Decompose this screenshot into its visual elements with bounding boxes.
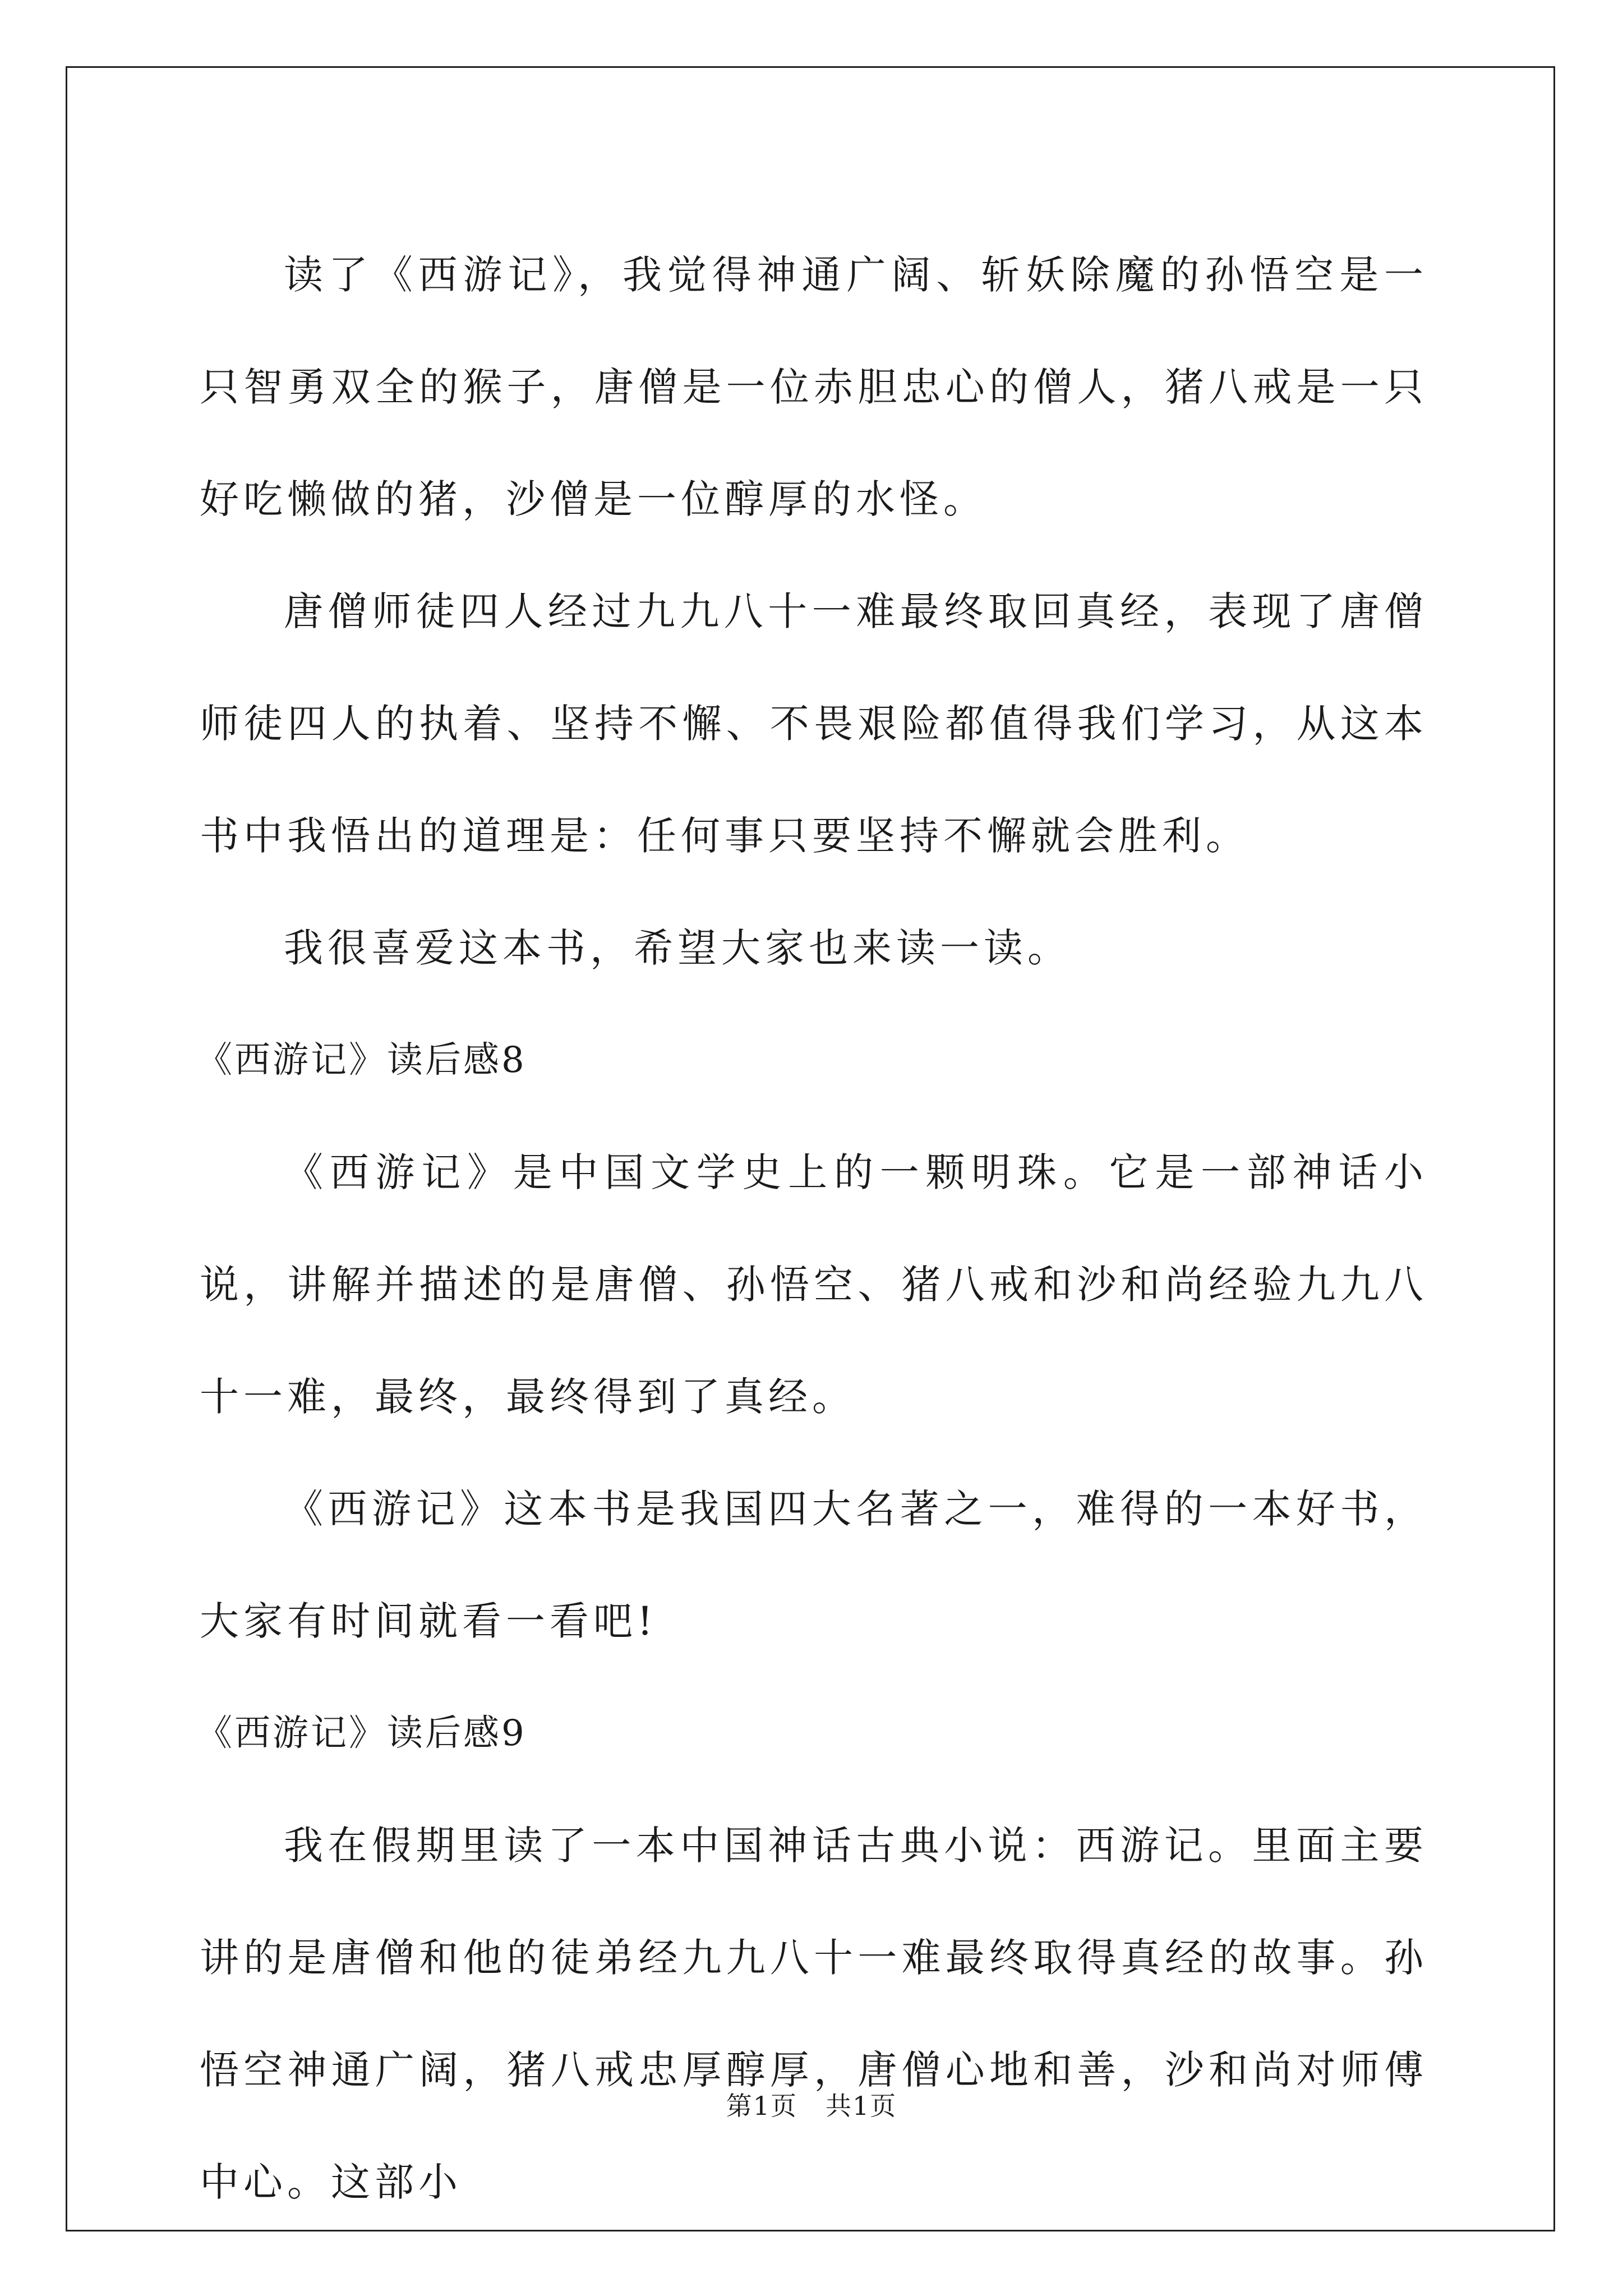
paragraph: 《西游记》是中国文学史上的一颗明珠。它是一部神话小说，讲解并描述的是唐僧、孙悟空、猪八戒和沙和尚经验九九八十一难，最终，最终得到了真经。 (200, 1149, 1428, 1420)
document-body (196, 219, 1428, 2238)
section-heading: 《西游记》读后感8 (196, 1039, 527, 1081)
page-total: 共1页 (826, 2091, 897, 2121)
paragraph: 我在假期里读了一本中国神话古典小说：西游记。里面主要讲的是唐僧和他的徒弟经九九八十一难最终取得真经的故事。孙悟空神通广阔，猪八戒忠厚醇厚，唐僧心地和善，沙和尚对师傅中心。这部小 (200, 1823, 1428, 2205)
section-heading: 《西游记》读后感9 (196, 1713, 527, 1754)
paragraph: 《西游记》这本书是我国四大名著之一，难得的一本好书，大家有时间就看一看吧! (200, 1486, 1428, 1644)
page-number: 第1页 (726, 2091, 797, 2121)
paragraph: 我很喜爱这本书，希望大家也来读一读。 (284, 925, 1071, 971)
paragraph: 读了《西游记》，我觉得神通广阔、斩妖除魔的孙悟空是一只智勇双全的猴子，唐僧是一位赤胆忠心的僧人，猪八戒是一只好吃懒做的猪，沙僧是一位醇厚的水怪。 (200, 252, 1428, 522)
paragraph: 唐僧师徒四人经过九九八十一难最终取回真经，表现了唐僧师徒四人的执着、坚持不懈、不畏艰险都值得我们学习，从这本书中我悟出的道理是：任何事只要坚持不懈就会胜利。 (200, 588, 1428, 859)
page-footer (0, 2086, 1623, 2123)
